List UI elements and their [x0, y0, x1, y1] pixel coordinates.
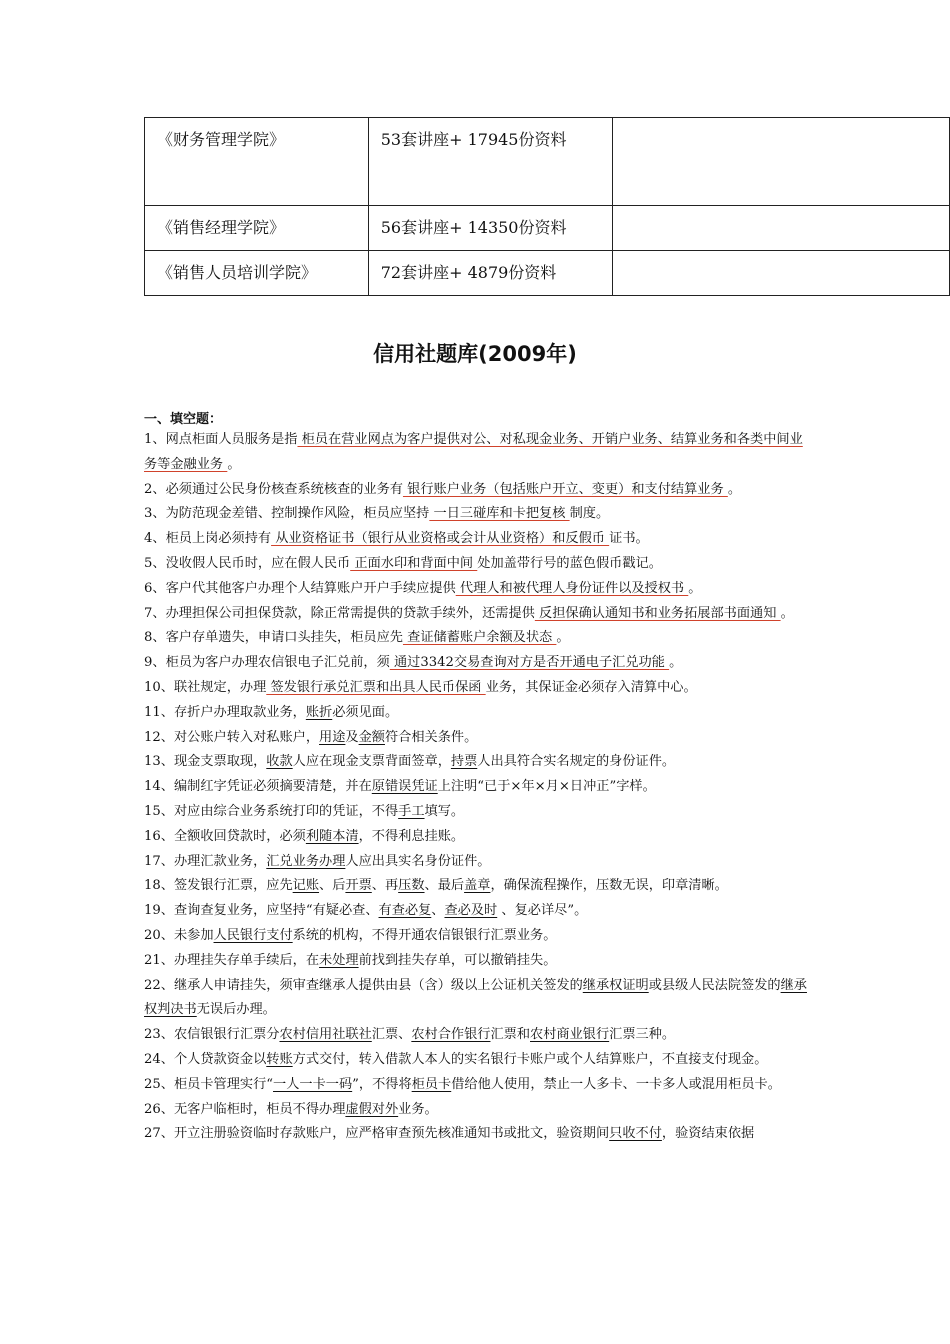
- answer-blank: 盖章: [464, 878, 491, 894]
- question-text: ，不得利息挂账。: [358, 828, 465, 844]
- question-item: [144, 602, 814, 627]
- answer-blank: 未处理: [319, 952, 359, 968]
- question-text: 填写。: [424, 803, 465, 819]
- answer-blank: 一日三碰库和卡把复核: [429, 506, 570, 522]
- answer-blank: 人民银行支付: [213, 927, 293, 943]
- table-cell-count: 53套讲座+ 17945份资料: [368, 118, 613, 206]
- question-text: 业务，其保证金必须存入清算中心。: [485, 679, 697, 695]
- question-text: 汇票和: [490, 1027, 531, 1043]
- question-item: [144, 1023, 814, 1048]
- answer-blank: 银行账户业务（包括账户开立、变更）和支付结算业务: [402, 481, 728, 497]
- question-item: [144, 626, 814, 651]
- question-item: [144, 874, 814, 899]
- question-item: [144, 552, 814, 577]
- question-text: 汇票三种。: [609, 1027, 676, 1043]
- table-cell-name: 《销售人员培训学院》: [145, 251, 369, 296]
- section-heading: 一、填空题：: [144, 412, 223, 427]
- question-text: 。: [227, 456, 241, 472]
- question-text: ，验资结束依据: [661, 1126, 755, 1142]
- answer-blank: 虚假对外: [345, 1101, 399, 1117]
- answer-blank: 汇兑业务办理: [266, 853, 346, 869]
- question-text: 人应在现金支票背面签章，: [292, 754, 451, 770]
- question-text: 18、签发银行汇票，应先: [144, 878, 293, 894]
- question-item: [144, 502, 814, 527]
- question-list: [144, 428, 814, 1147]
- answer-blank: 农村商业银行: [530, 1027, 610, 1043]
- question-item: [144, 1073, 814, 1098]
- answer-blank: 查必及时: [444, 903, 498, 919]
- answer-blank: 查证储蓄账户余额及状态: [402, 630, 557, 646]
- answer-blank: 压数: [398, 878, 425, 894]
- question-text: 前找到挂失存单，可以撤销挂失。: [358, 952, 557, 968]
- question-text: 22、继承人申请挂失，须审查继承人提供由县（含）级以上公证机关签发的: [144, 977, 583, 993]
- question-text: 、: [431, 903, 445, 919]
- question-item: [144, 899, 814, 924]
- answer-blank: 只收不付: [609, 1126, 662, 1142]
- answer-blank: 通过3342交易查询对方是否开通电子汇兑功能: [389, 655, 670, 671]
- question-text: 26、无客户临柜时，柜员不得办理: [144, 1101, 346, 1117]
- question-item: [144, 577, 814, 602]
- question-text: 。: [780, 605, 794, 621]
- question-text: 、最后: [424, 878, 465, 894]
- answer-blank: 农村合作银行: [411, 1027, 491, 1043]
- question-text: 3、为防范现金差错、控制操作风险，柜员应坚持: [144, 506, 430, 522]
- question-text: 20、未参加: [144, 927, 214, 943]
- answer-blank: 记账: [292, 878, 320, 894]
- answer-blank: 利随本清: [305, 828, 359, 844]
- answer-blank: 柜员在营业网点为客户提供对公、对私现金业务、开销户业务、结算业务和各类中间业务等金融业务: [144, 432, 803, 472]
- question-text: 27、开立注册验资临时存款账户，应严格审查预先核准通知书或批文，验资期间: [144, 1126, 610, 1142]
- question-text: 。: [556, 630, 570, 646]
- answer-blank: 农村信用社联社: [279, 1027, 372, 1043]
- table-row: [145, 251, 950, 296]
- question-text: 14、编制红字凭证必须摘要清楚，并在: [144, 779, 372, 795]
- resource-table-grid: [144, 117, 950, 296]
- question-text: 8、客户存单遗失，申请口头挂失，柜员应先: [144, 630, 403, 646]
- question-text: 7、办理担保公司担保贷款，除正常需提供的贷款手续外，还需提供: [144, 605, 535, 621]
- question-text: 23、农信银银行汇票分: [144, 1027, 280, 1043]
- question-item: [144, 974, 814, 1024]
- answer-blank: 从业资格证书（银行从业资格或会计从业资格）和反假币: [271, 531, 610, 547]
- question-text: 方式交付，转入借款人本人的实名银行卡账户或个人结算账户，不直接支付现金。: [292, 1051, 768, 1067]
- question-text: 业务。: [398, 1101, 438, 1117]
- question-text: 16、全额收回贷款时，必须: [144, 828, 306, 844]
- table-cell-note: [613, 118, 950, 206]
- answer-blank: 柜员卡: [411, 1076, 452, 1092]
- table-cell-note: [613, 206, 950, 251]
- answer-blank: 用途: [319, 729, 346, 745]
- question-text: 或县级人民法院签发的: [648, 977, 781, 993]
- question-text: 10、联社规定，办理: [144, 679, 267, 695]
- question-text: 。: [688, 580, 702, 596]
- question-text: ”，不得将: [352, 1076, 412, 1092]
- question-text: 9、柜员为客户办理农信银电子汇兑前，须: [144, 655, 390, 671]
- question-text: 2、必须通过公民身份核查系统核查的业务有: [144, 481, 403, 497]
- question-item: [144, 726, 814, 751]
- question-item: [144, 701, 814, 726]
- question-item: [144, 775, 814, 800]
- answer-blank: 签发银行承兑汇票和出具人民币保函: [266, 679, 486, 695]
- question-item: [144, 527, 814, 552]
- question-item: [144, 1098, 814, 1123]
- question-text: 、复必详尽”。: [497, 903, 588, 919]
- answer-blank: 手工: [398, 803, 425, 819]
- question-item: [144, 949, 814, 974]
- question-text: 无误后办理。: [196, 1002, 276, 1018]
- answer-blank: 有查必复: [378, 903, 432, 919]
- table-row: [145, 206, 950, 251]
- table-cell-count: 56套讲座+ 14350份资料: [368, 206, 613, 251]
- question-text: 符合相关条件。: [384, 729, 478, 745]
- question-text: 制度。: [569, 506, 610, 522]
- table-cell-note: [613, 251, 950, 296]
- question-item: [144, 825, 814, 850]
- question-item: [144, 676, 814, 701]
- question-text: 系统的机构，不得开通农信银银行汇票业务。: [292, 927, 557, 943]
- table-cell-count: 72套讲座+ 4879份资料: [368, 251, 613, 296]
- question-text: 。: [669, 655, 683, 671]
- question-item: [144, 1048, 814, 1073]
- answer-blank: 账折: [305, 704, 333, 720]
- question-text: 人应出具实名身份证件。: [345, 853, 491, 869]
- question-text: 6、客户代其他客户办理个人结算账户开户手续应提供: [144, 580, 456, 596]
- answer-blank: 开票: [345, 878, 372, 894]
- answer-blank: 转账: [266, 1051, 293, 1067]
- question-item: [144, 800, 814, 825]
- question-text: 4、柜员上岗必须持有: [144, 531, 272, 547]
- question-item: [144, 750, 814, 775]
- question-item: [144, 850, 814, 875]
- question-text: 处加盖带行号的蓝色假币戳记。: [477, 555, 662, 571]
- question-text: 、再: [371, 878, 399, 894]
- question-text: 24、个人贷款资金以: [144, 1051, 267, 1067]
- question-text: 13、现金支票取现，: [144, 754, 267, 770]
- question-text: 25、柜员卡管理实行“: [144, 1076, 274, 1092]
- answer-blank: 代理人和被代理人身份证件以及授权书: [455, 580, 689, 596]
- question-text: 15、对应由综合业务系统打印的凭证，不得: [144, 803, 399, 819]
- answer-blank: 继承权判决书: [144, 977, 807, 1018]
- answer-blank: 反担保确认通知书和业务拓展部书面通知: [534, 605, 781, 621]
- question-text: 及: [345, 729, 359, 745]
- question-item: [144, 1122, 814, 1147]
- question-text: 人出具符合实名规定的身份证件。: [477, 754, 676, 770]
- question-text: ，确保流程操作，压数无误，印章清晰。: [490, 878, 728, 894]
- answer-blank: 收款: [266, 754, 293, 770]
- question-text: 12、对公账户转入对私账户，: [144, 729, 320, 745]
- question-text: 上注明“已于×年×月×日冲正”字样。: [437, 779, 656, 795]
- document-title: 信用社题库(2009年): [373, 342, 577, 366]
- question-text: 1、网点柜面人员服务是指: [144, 432, 298, 447]
- question-item: [144, 478, 814, 503]
- question-text: 、后: [319, 878, 346, 894]
- question-text: 11、存折户办理取款业务，: [144, 704, 306, 720]
- question-item: [144, 428, 814, 478]
- question-text: 借给他人使用，禁止一人多卡、一卡多人或混用柜员卡。: [451, 1076, 781, 1092]
- answer-blank: 金额: [358, 729, 385, 745]
- question-text: 证书。: [609, 531, 649, 547]
- resource-table: [144, 117, 950, 296]
- question-text: 5、没收假人民币时，应在假人民币: [144, 555, 351, 571]
- table-cell-name: 《财务管理学院》: [145, 118, 369, 206]
- question-text: 。: [727, 481, 742, 497]
- question-item: [144, 924, 814, 949]
- question-text: 21、办理挂失存单手续后，在: [144, 952, 320, 968]
- answer-blank: 正面水印和背面中间: [350, 555, 478, 571]
- question-text: 汇票、: [371, 1027, 412, 1043]
- question-text: 17、办理汇款业务，: [144, 853, 267, 869]
- table-cell-name: 《销售经理学院》: [145, 206, 369, 251]
- table-row: [145, 118, 950, 206]
- question-text: 19、查询查复业务，应坚持“有疑必查、: [144, 903, 379, 919]
- answer-blank: 一人一卡一码: [273, 1076, 353, 1092]
- question-text: 必须见面。: [332, 704, 399, 720]
- answer-blank: 继承权证明: [582, 977, 649, 993]
- answer-blank: 持票: [450, 754, 478, 770]
- answer-blank: 原错误凭证: [371, 779, 438, 795]
- question-item: [144, 651, 814, 676]
